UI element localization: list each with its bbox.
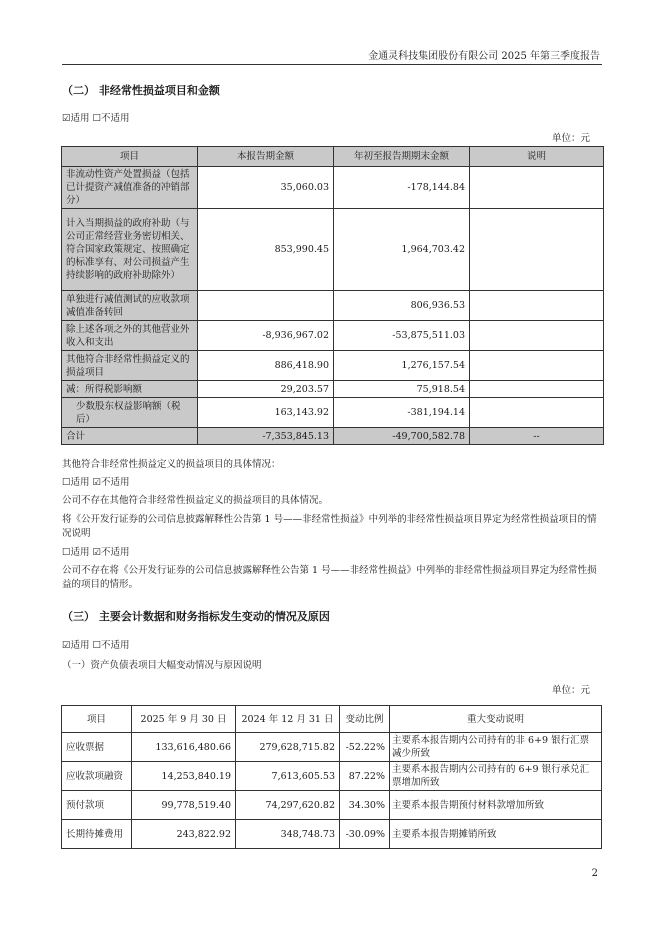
paragraph: 公司不存在其他符合非经常性损益定义的损益项目的具体情况。 [62, 495, 329, 506]
page-number: 2 [591, 868, 598, 879]
current-amount: -7,353,845.13 [198, 428, 334, 445]
table-row [62, 291, 604, 321]
table-header-row [62, 147, 604, 167]
change-pct: 34.30% [340, 791, 390, 820]
ytd-amount: -178,144.84 [334, 167, 470, 209]
unit-label: 单位：元 [551, 133, 590, 144]
row-label: 预付款项 [62, 791, 132, 820]
table-row [62, 762, 602, 791]
value-2024: 7,613,605.53 [236, 762, 340, 791]
paragraph: 其他符合非经常性损益定义的损益项目的具体情况： [62, 459, 281, 470]
applicability-checkbox[interactable]: ☑适用 ☐不适用 [62, 640, 130, 651]
col-header: 本报告期金额 [198, 147, 334, 167]
ytd-amount: 75,918.54 [334, 381, 470, 398]
col-header: 2025 年 9 月 30 日 [132, 706, 236, 733]
note-cell [470, 209, 604, 291]
sub-heading: （一）资产负债表项目大幅变动情况与原因说明 [62, 660, 262, 671]
ytd-amount: -49,700,582.78 [334, 428, 470, 445]
table-row [62, 209, 604, 291]
applicability-checkbox[interactable]: ☑适用 ☐不适用 [62, 113, 130, 124]
current-amount [198, 291, 334, 321]
value-2025: 14,253,840.19 [132, 762, 236, 791]
paragraph: 公司不存在将《公开发行证券的公司信息披露解释性公告第 1 号——非经常性损益》中列举的非经常性损益项目界定为经常性损益的项目的情形。 [62, 565, 597, 590]
applicability-checkbox[interactable]: ☐适用 ☑不适用 [62, 477, 130, 488]
ytd-amount: 1,964,703.42 [334, 209, 470, 291]
note-cell [470, 321, 604, 351]
table-row [62, 820, 602, 849]
change-pct: 87.22% [340, 762, 390, 791]
ytd-amount: -53,875,511.03 [334, 321, 470, 351]
col-header: 项目 [62, 706, 132, 733]
balance-sheet-changes-table [61, 705, 602, 849]
value-2025: 133,616,480.66 [132, 733, 236, 762]
current-amount: 163,143.92 [198, 398, 334, 428]
nonrecurring-table [61, 146, 604, 445]
value-2024: 74,297,620.82 [236, 791, 340, 820]
value-2025: 99,778,519.40 [132, 791, 236, 820]
note-cell [470, 167, 604, 209]
ytd-amount: -381,194.14 [334, 398, 470, 428]
unit-label: 单位：元 [551, 685, 590, 696]
section-title-nonrecurring: （二） 非经常性损益项目和金额 [62, 84, 220, 97]
col-header: 2024 年 12 月 31 日 [236, 706, 340, 733]
current-amount: -8,936,967.02 [198, 321, 334, 351]
col-header: 说明 [470, 147, 604, 167]
change-reason: 主要系本报告期内公司持有的 6+9 银行承兑汇票增加所致 [390, 762, 602, 791]
current-amount: 853,990.45 [198, 209, 334, 291]
table-row [62, 321, 604, 351]
header-divider [62, 64, 602, 65]
table-row [62, 167, 604, 209]
note-cell [470, 291, 604, 321]
row-label: 计入当期损益的政府补助（与公司正常经营业务密切相关、符合国家政策规定、按照确定的标准享有、对公司损益产生持续影响的政府补助除外） [62, 209, 198, 291]
row-label: 减：所得税影响额 [62, 381, 198, 398]
change-pct: -52.22% [340, 733, 390, 762]
table-row [62, 381, 604, 398]
ytd-amount: 1,276,157.54 [334, 351, 470, 381]
col-header: 重大变动说明 [390, 706, 602, 733]
current-amount: 886,418.90 [198, 351, 334, 381]
note-cell: -- [470, 428, 604, 445]
table-row [62, 791, 602, 820]
table-row [62, 398, 604, 428]
note-cell [470, 398, 604, 428]
change-reason: 主要系本报告期预付材料款增加所致 [390, 791, 602, 820]
report-header: 金通灵科技集团股份有限公司 2025 年第三季度报告 [368, 51, 600, 62]
section-title-changes: （三） 主要会计数据和财务指标发生变动的情况及原因 [62, 610, 330, 623]
change-reason: 主要系本报告期摊销所致 [390, 820, 602, 849]
table-row [62, 351, 604, 381]
change-reason: 主要系本报告期内公司持有的非 6+9 银行汇票减少所致 [390, 733, 602, 762]
paragraph: 将《公开发行证券的公司信息披露解释性公告第 1 号——非经常性损益》中列举的非经常性损益项目界定为经常性损益项目的情况说明 [62, 514, 597, 539]
row-label: 单独进行减值测试的应收款项减值准备转回 [62, 291, 198, 321]
col-header: 年初至报告期期末金额 [334, 147, 470, 167]
value-2025: 243,822.92 [132, 820, 236, 849]
change-pct: -30.09% [340, 820, 390, 849]
row-label: 应收款项融资 [62, 762, 132, 791]
current-amount: 29,203.57 [198, 381, 334, 398]
ytd-amount: 806,936.53 [334, 291, 470, 321]
applicability-checkbox[interactable]: ☐适用 ☑不适用 [62, 547, 130, 558]
current-amount: 35,060.03 [198, 167, 334, 209]
table-header-row [62, 706, 602, 733]
value-2024: 279,628,715.82 [236, 733, 340, 762]
row-label: 其他符合非经常性损益定义的损益项目 [62, 351, 198, 381]
row-label: 除上述各项之外的其他营业外收入和支出 [62, 321, 198, 351]
row-label: 应收票据 [62, 733, 132, 762]
table-row [62, 733, 602, 762]
value-2024: 348,748.73 [236, 820, 340, 849]
row-label: 长期待摊费用 [62, 820, 132, 849]
col-header: 项目 [62, 147, 198, 167]
row-label: 合计 [62, 428, 198, 445]
table-total-row [62, 428, 604, 445]
note-cell [470, 381, 604, 398]
row-label: 少数股东权益影响额（税后） [62, 398, 198, 428]
col-header: 变动比例 [340, 706, 390, 733]
note-cell [470, 351, 604, 381]
row-label: 非流动性资产处置损益（包括已计提资产减值准备的冲销部分） [62, 167, 198, 209]
